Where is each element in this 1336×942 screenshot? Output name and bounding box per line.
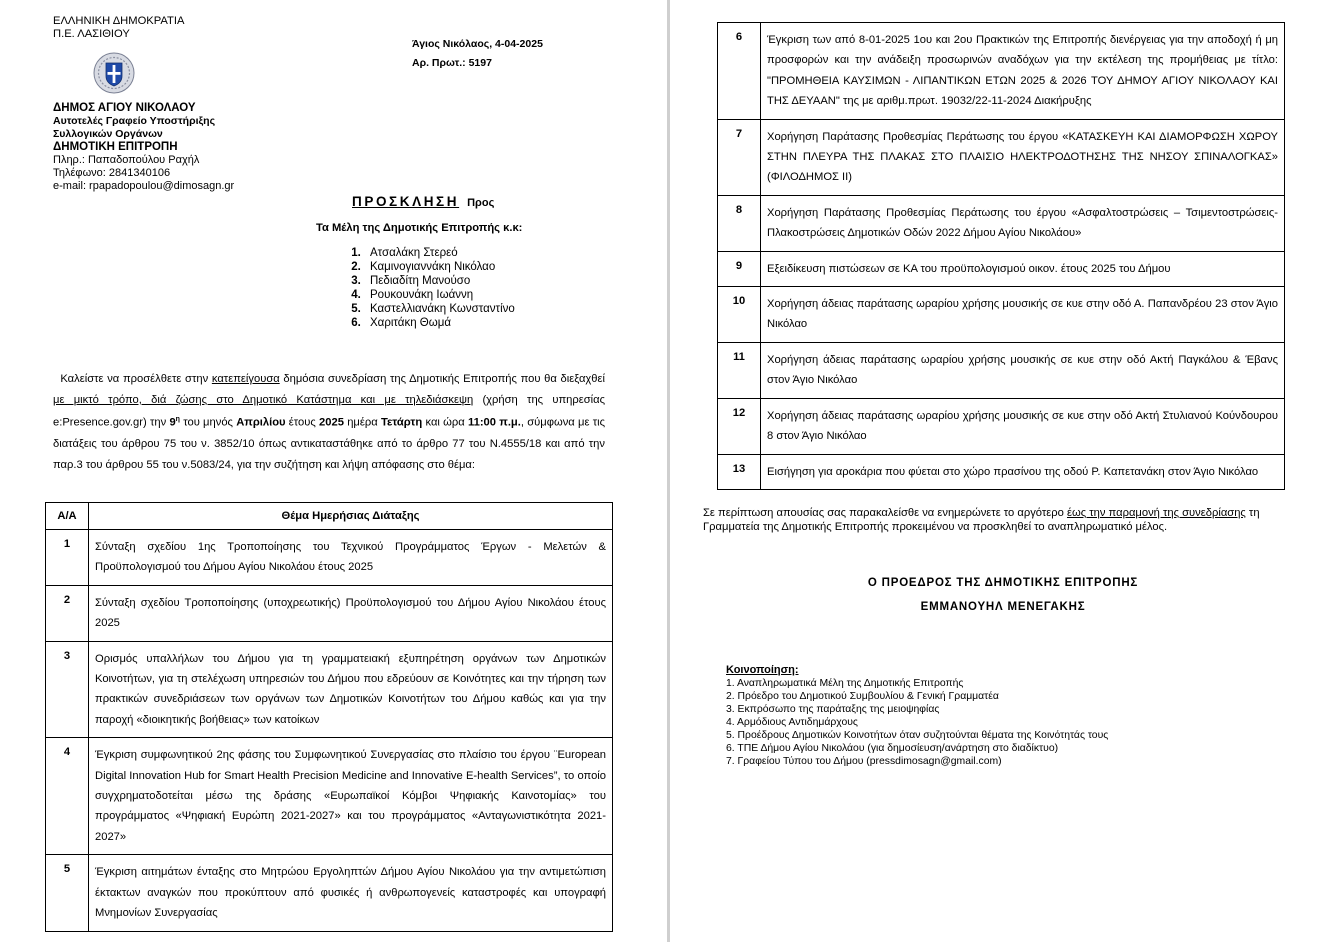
agenda-item-number: 6 (718, 23, 761, 120)
agenda-item-text: Έγκριση συμφωνητικού 2ης φάσης του Συμφωνητικού Συνεργασίας στο πλαίσιο του έργου ¨European Digital Innovation Hub for Smart Health Precision Medicine and Innovative E-health Services”, το οποίο συγχρηματοδοτείται μέσω της δράσης «Ευρωπαϊκοί Κόμβοι Ψηφιακής Καινοτομίας» του προγράμματος «Ψηφιακή Ευρώπη 2021-2027» και του προγράμματος «Ανταγωνιστικότητα 2021-2027» (89, 738, 613, 855)
notification-item: 7. Γραφείου Τύπου του Δήμου (pressdimosagn@gmail.com) (726, 756, 1002, 767)
agenda-item-number: 11 (718, 342, 761, 398)
agenda-item-number: 5 (46, 855, 89, 931)
meeting-time: 11:00 π.μ. (468, 417, 521, 430)
page-right (670, 0, 1336, 942)
agenda-item-text: Σύνταξη σχεδίου Τροποποίησης (υποχρεωτικής) Προϋπολογισμού του Δήμου Αγίου Νικολάου έτους 2025 (89, 585, 613, 641)
header-authority (53, 15, 184, 41)
body-text: και ώρα (422, 417, 468, 430)
office-line-1: Αυτοτελές Γραφείο Υποστήριξης (53, 115, 216, 127)
agenda-row (46, 855, 613, 931)
state-name: ΕΛΛΗΝΙΚΗ ΔΗΜΟΚΡΑΤΙΑ (53, 15, 185, 27)
prefecture-name: Π.Ε. ΛΑΣΙΘΙΟΥ (53, 28, 130, 40)
agenda-item-number: 9 (718, 251, 761, 286)
president-name: ΕΜΜΑΝΟΥΗΛ ΜΕΝΕΓΑΚΗΣ (920, 601, 1086, 613)
agenda-col-topic: Θέμα Ημερήσιας Διάταξης (89, 503, 613, 530)
agenda-col-number: Α/Α (46, 503, 89, 530)
agenda-item-text: Χορήγηση άδειας παράτασης ωραρίου χρήσης μουσικής σε κυε στην οδό Ακτή Στυλιανού Κούνδουρου 8 στον Άγιο Νικόλαο (761, 398, 1285, 454)
date-protocol-box (412, 35, 543, 73)
agenda-item-number: 4 (46, 738, 89, 855)
agenda-table-part-2 (717, 22, 1285, 490)
addressee-line: Τα Μέλη της Δημοτικής Επιτροπής κ.κ: (316, 222, 523, 234)
absence-notice (703, 506, 1313, 534)
member-item: 1. Ατσαλάκη Στερεό (364, 246, 515, 260)
notification-item: 6. ΤΠΕ Δήμου Αγίου Νικολάου (για δημοσίευση/ανάρτηση στο διαδίκτυο) (726, 743, 1059, 754)
member-item: 6. Χαριτάκη Θωμά (364, 316, 515, 330)
agenda-item-text: Χορήγηση άδειας παράτασης ωραρίου χρήσης μουσικής σε κυε στην οδό Ακτή Παγκάλου & Έβανς στον Άγιο Νικόλαο (761, 342, 1285, 398)
body-text: , σύμφωνα με τις διατάξεις του άρθρου 75 του ν. 3852/10 όπως αντικαταστάθηκε από το άρθρο 77 του Ν.4555/18 και από την παρ.3 του άρθρου 55 του ν.5083/24, για την συζήτηση και λήψη απόφασης στο θέμα: (53, 417, 605, 471)
agenda-item-number: 1 (46, 530, 89, 586)
agenda-row (718, 342, 1285, 398)
members-list (330, 246, 515, 330)
urgent-word: κατεπείγουσα (211, 373, 280, 385)
member-item: 3. Πεδιαδίτη Μανούσο (364, 274, 515, 288)
agenda-item-text: Εισήγηση για αροκάρια που φύεται στο χώρο πρασίνου της οδού Ρ. Καπετανάκη στον Άγιο Νικόλαο (761, 454, 1285, 489)
agenda-row (718, 23, 1285, 120)
agenda-item-number: 12 (718, 398, 761, 454)
member-item: 2. Καμινογιαννάκη Νικόλαο (364, 260, 515, 274)
body-text: του μηνός (179, 417, 237, 430)
body-text: Καλείστε να προσέλθετε στην (60, 373, 212, 385)
agenda-item-text: Εξειδίκευση πιστώσεων σε ΚΑ του προϋπολογισμού οικον. έτους 2025 του Δήμου (761, 251, 1285, 286)
issuing-office (53, 102, 234, 193)
greek-coat-of-arms-emblem (93, 52, 135, 94)
notification-item: 5. Προέδρους Δημοτικών Κοινοτήτων όταν συζητούνται θέματα της Κοινότητάς τους (726, 730, 1109, 741)
contact-phone: Τηλέφωνο: 2841340106 (53, 167, 171, 179)
meeting-weekday: Τετάρτη (380, 417, 423, 430)
agenda-item-number: 10 (718, 287, 761, 343)
agenda-item-text: Ορισμός υπαλλήλων του Δήμου για τη γραμματειακή εξυπηρέτηση οργάνων των Δημοτικών Κοινοτήτων, για τη στελέχωση υπηρεσιών του Δήμου που εδρεύουν σε Κοινότητες και την τήρηση των πρακτικών συνεδριάσεων των οργάνων των Δημοτικών Κοινοτήτων του Δήμου καθώς και για την παροχή «διοικητικής βοήθειας» των κατοίκων (89, 641, 613, 738)
agenda-table-part-1 (45, 502, 613, 932)
place-date: Άγιος Νικόλαος, 4-04-2025 (412, 38, 543, 50)
agenda-item-number: 13 (718, 454, 761, 489)
notification-list (726, 664, 1108, 768)
absence-text: Σε περίπτωση απουσίας σας παρακαλείσθε να ενημερώνετε το αργότερο (703, 507, 1067, 519)
agenda-row (46, 585, 613, 641)
office-line-2: Συλλογικών Οργάνων (53, 128, 163, 140)
member-item: 5. Καστελλιανάκη Κωνσταντίνο (364, 302, 515, 316)
meeting-day: 9 (169, 417, 176, 430)
committee-name: ΔΗΜΟΤΙΚΗ ΕΠΙΤΡΟΠΗ (53, 141, 178, 153)
body-text: ημέρα (343, 417, 381, 430)
agenda-item-number: 7 (718, 119, 761, 195)
notification-title: Κοινοποίηση: (726, 664, 799, 676)
agenda-row (718, 119, 1285, 195)
agenda-row (718, 454, 1285, 489)
agenda-item-text: Χορήγηση άδειας παράτασης ωραρίου χρήσης μουσικής σε κυε στην οδό Α. Παπανδρέου 23 στον Άγιο Νικόλαο (761, 287, 1285, 343)
agenda-row (46, 641, 613, 738)
agenda-row (46, 738, 613, 855)
notification-item: 4. Αρμόδιους Αντιδημάρχους (726, 717, 858, 728)
agenda-item-text: Έγκριση αιτημάτων ένταξης στο Μητρώου Εργοληπτών Δήμου Αγίου Νικολάου για την αντιμετώπιση έκτακτων αναγκών που προκύπτουν από φυσικές ή ανθρωπογενείς καταστροφές και υπογραφή Μνημονίων Συνεργασίας (89, 855, 613, 931)
president-title: Ο ΠΡΟΕΔΡΟΣ ΤΗΣ ΔΗΜΟΤΙΚΗΣ ΕΠΙΤΡΟΠΗΣ (867, 577, 1139, 589)
invitation-to: Προς (467, 197, 495, 209)
agenda-item-number: 8 (718, 195, 761, 251)
agenda-item-text: Χορήγηση Παράτασης Προθεσμίας Περάτωσης του έργου «ΚΑΤΑΣΚΕΥΗ ΚΑΙ ΔΙΑΜΟΡΦΩΣΗ ΧΩΡΟΥ ΣΤΗΝ ΠΛΕΥΡΑ ΤΗΣ ΠΛΑΚΑΣ ΣΤΟ ΠΛΑΙΣΙΟ ΗΛΕΚΤΡΟΔΟΤΗΣΗΣ ΤΗΣ ΝΗΣΟΥ ΣΠΙΝΑΛΟΓΚΑΣ» (ΦΙΛΟΔΗΜΟΣ ΙΙ) (761, 119, 1285, 195)
contact-email: e-mail: rpapadopoulou@dimosagn.gr (53, 180, 235, 192)
municipality-name: ΔΗΜΟΣ ΑΓΙΟΥ ΝΙΚΟΛΑΟΥ (53, 102, 196, 114)
agenda-header-row (46, 503, 613, 530)
body-text: έτους (285, 417, 320, 430)
agenda-item-text: Σύνταξη σχεδίου 1ης Τροποποίησης του Τεχνικού Προγράμματος Έργων - Μελετών & Προϋπολογισμού του Δήμου Αγίου Νικολάου έτους 2025 (89, 530, 613, 586)
invitation-body (53, 369, 605, 475)
member-item: 4. Ρουκουνάκη Ιωάννη (364, 288, 515, 302)
meeting-month: Απριλίου (236, 417, 286, 430)
mixed-mode-text: με μικτό τρόπο, διά ζώσης στο Δημοτικό Κατάστημα και με τηλεδιάσκεψη (53, 393, 474, 406)
absence-text: τη Γραμματεία της Δημοτικής Επιτροπής προκειμένου να προσκληθεί το αναπληρωματικό μέλος. (703, 507, 1260, 533)
absence-deadline: έως την παραμονή της συνεδρίασης (1066, 507, 1246, 519)
notification-item: 2. Πρόεδρο του Δημοτικού Συμβουλίου & Γενική Γραμματέα (726, 691, 999, 702)
agenda-item-text: Έγκριση των από 8-01-2025 1ου και 2ου Πρακτικών της Επιτροπής διενέργειας για την αποδοχή ή μη προσφορών και την ανάδειξη προσωρινών αναδόχων για την εκτέλεση της προμήθειας με τίτλο: "ΠΡΟΜΗΘΕΙΑ ΚΑΥΣΙΜΩΝ - ΛΙΠΑΝΤΙΚΩΝ ΕΤΩΝ 2025 & 2026 ΤΟΥ ΔΗΜΟΥ ΑΓΙΟΥ ΝΙΚΟΛΑΟΥ ΚΑΙ ΤΗΣ ΔΕΥΑΑΝ" της με αριθμ.πρωτ. 19032/22-11-2024 Διακήρυξης (761, 23, 1285, 120)
protocol-number: Αρ. Πρωτ.: 5197 (412, 57, 492, 69)
agenda-item-number: 2 (46, 585, 89, 641)
agenda-row (718, 287, 1285, 343)
agenda-item-text: Χορήγηση Παράτασης Προθεσμίας Περάτωσης του έργου «Ασφαλτοστρώσεις – Τσιμεντοστρώσεις-Πλακοστρώσεις Δημοτικών Οδών 2022 Δήμου Αγίου Νικολάου» (761, 195, 1285, 251)
agenda-row (718, 398, 1285, 454)
invitation-heading: ΠΡΟΣΚΛΗΣΗ (352, 194, 460, 209)
body-text: δημόσια συνεδρίαση της Δημοτικής Επιτροπής που θα διεξαχθεί (279, 373, 605, 385)
notification-item: 1. Αναπληρωματικά Μέλη της Δημοτικής Επιτροπής (726, 678, 964, 689)
body-text: (χρήση της υπηρεσίας e:Presence.gov.gr) την (53, 393, 605, 430)
agenda-row (718, 251, 1285, 286)
meeting-day-suffix: η (175, 416, 180, 424)
notification-item: 3. Εκπρόσωπο της παράταξης της μειοψηφίας (726, 704, 940, 715)
meeting-year: 2025 (319, 417, 344, 430)
contact-person: Πληρ.: Παπαδοπούλου Ραχήλ (53, 154, 200, 166)
agenda-row (46, 530, 613, 586)
agenda-item-number: 3 (46, 641, 89, 738)
agenda-row (718, 195, 1285, 251)
invitation-title (352, 194, 494, 209)
